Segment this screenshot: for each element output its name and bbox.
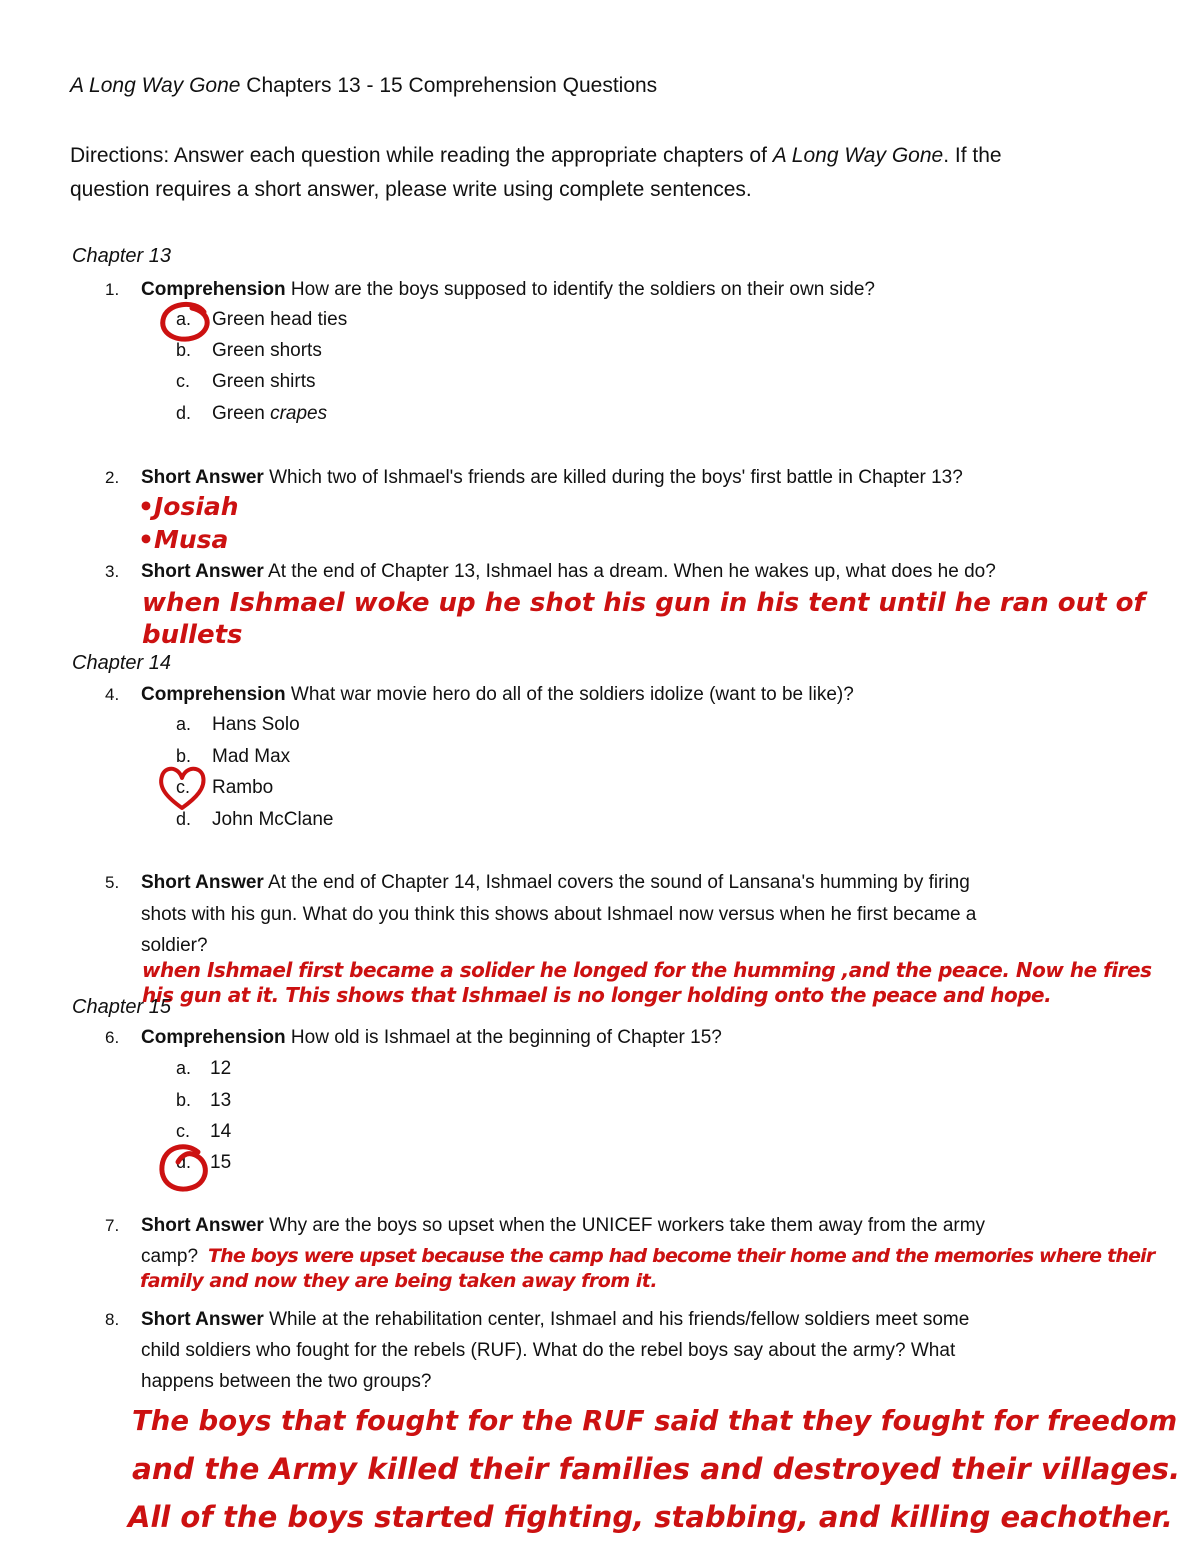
- option-label: d.: [176, 809, 192, 829]
- option-label: c.: [176, 371, 191, 391]
- question-1: [105, 279, 875, 301]
- question-type: Comprehension: [141, 279, 286, 300]
- handwritten-answer-q3-line-1: when Ishmael woke up he shot his gun in his tent until he ran out of: [142, 588, 1145, 618]
- q4-option-a: [176, 714, 300, 736]
- handwritten-answer-q2-line-1: •Josiah: [138, 492, 239, 521]
- question-2: [105, 467, 963, 489]
- q6-option-b: [176, 1090, 232, 1112]
- option-label: a.: [176, 1058, 192, 1078]
- answer-circle-q1: [160, 302, 216, 344]
- chapter-13-heading: Chapter 13: [72, 245, 171, 267]
- handwritten-answer-q8-line-3: All of the boys started fighting, stabbing, and killing eachother.: [128, 1500, 1173, 1534]
- option-label: b.: [176, 746, 192, 766]
- q6-option-d: [176, 1152, 232, 1174]
- option-text-italic: crapes: [270, 403, 328, 424]
- option-text: Green shorts: [212, 340, 322, 361]
- option-text: 13: [210, 1090, 232, 1111]
- question-text: Why are the boys so upset when the UNICEF workers take them away from the army: [263, 1215, 986, 1236]
- option-text: Green shirts: [212, 371, 316, 392]
- question-type: Short Answer: [141, 561, 264, 582]
- option-text: Green head ties: [212, 309, 348, 330]
- q6-option-c: [176, 1121, 232, 1143]
- option-label: a.: [176, 714, 192, 734]
- handwritten-answer-q5-line-2: his gun at it. This shows that Ishmael is no longer holding onto the peace and hope.: [142, 983, 1052, 1007]
- question-type: Short Answer: [141, 1309, 264, 1330]
- q6-option-a: [176, 1058, 232, 1080]
- title-rest: Chapters 13 - 15 Comprehension Questions: [240, 74, 658, 97]
- q1-option-b: [176, 340, 322, 362]
- option-text: Mad Max: [212, 746, 291, 767]
- question-text: While at the rehabilitation center, Ishmael and his friends/fellow soldiers meet some: [263, 1309, 970, 1330]
- question-text: How old is Ishmael at the beginning of Chapter 15?: [285, 1027, 722, 1048]
- option-label: a.: [176, 309, 192, 329]
- question-text: At the end of Chapter 14, Ishmael covers the sound of Lansana's humming by firing: [263, 872, 970, 893]
- question-number: 4.: [105, 685, 120, 704]
- option-label: b.: [176, 1090, 192, 1110]
- question-5-line-2: shots with his gun. What do you think this shows about Ishmael now versus when he first became a: [141, 904, 977, 925]
- q4-option-c: [176, 777, 274, 799]
- question-number: 5.: [105, 873, 120, 892]
- directions-text-end: . If the: [943, 144, 1002, 167]
- question-7: [105, 1215, 986, 1237]
- option-label: c.: [176, 777, 191, 797]
- directions-text: Directions: Answer each question while reading the appropriate chapters of: [70, 144, 773, 167]
- question-type: Comprehension: [141, 684, 286, 705]
- question-text: Which two of Ishmael's friends are killed during the boys' first battle in Chapter 13?: [263, 467, 963, 488]
- answer-circle-q6: [158, 1144, 212, 1196]
- question-6: [105, 1027, 722, 1049]
- question-text: What war movie hero do all of the soldiers idolize (want to be like)?: [285, 684, 854, 705]
- option-text: Rambo: [212, 777, 274, 798]
- directions-book: A Long Way Gone: [772, 144, 944, 167]
- question-number: 7.: [105, 1216, 120, 1235]
- question-number: 6.: [105, 1028, 120, 1047]
- question-8: [105, 1309, 970, 1331]
- option-text: Green: [212, 403, 271, 424]
- option-text: John McClane: [212, 809, 334, 830]
- question-4: [105, 684, 854, 706]
- q1-option-a: [176, 309, 348, 331]
- q4-option-d: [176, 809, 334, 831]
- option-text: 12: [210, 1058, 232, 1079]
- title-book: A Long Way Gone: [70, 74, 241, 97]
- question-type: Short Answer: [141, 872, 264, 893]
- question-number: 2.: [105, 468, 120, 487]
- option-text: 14: [210, 1121, 232, 1142]
- handwritten-answer-q7-line-2: family and now they are being taken away from it.: [140, 1270, 658, 1292]
- directions-line-1: [70, 144, 1002, 168]
- question-text: At the end of Chapter 13, Ishmael has a dream. When he wakes up, what does he do?: [263, 561, 996, 582]
- question-8-line-3: happens between the two groups?: [141, 1371, 432, 1392]
- q1-option-d: [176, 403, 328, 425]
- question-number: 1.: [105, 280, 120, 299]
- directions-line-2: question requires a short answer, please write using complete sentences.: [70, 178, 752, 201]
- chapter-14-heading: Chapter 14: [72, 652, 171, 674]
- question-number: 3.: [105, 562, 120, 581]
- question-5-line-3: soldier?: [141, 935, 208, 956]
- question-5: [105, 872, 970, 894]
- handwritten-answer-q7-line-1: The boys were upset because the camp had become their home and the memories where their: [208, 1245, 1155, 1267]
- question-type: Comprehension: [141, 1027, 286, 1048]
- question-3: [105, 561, 996, 583]
- handwritten-answer-q8-line-2: and the Army killed their families and destroyed their villages.: [132, 1452, 1181, 1486]
- option-label: b.: [176, 340, 192, 360]
- option-text: Hans Solo: [212, 714, 300, 735]
- question-7-line-2: camp?: [141, 1246, 199, 1267]
- q4-option-b: [176, 746, 291, 768]
- chapter-15-heading: Chapter 15: [72, 996, 171, 1018]
- handwritten-answer-q2-line-2: •Musa: [138, 525, 229, 554]
- question-type: Short Answer: [141, 1215, 264, 1236]
- question-text: How are the boys supposed to identify the soldiers on their own side?: [285, 279, 875, 300]
- page-title: [70, 74, 657, 98]
- option-label: d.: [176, 403, 192, 423]
- question-type: Short Answer: [141, 467, 264, 488]
- option-label: d.: [176, 1152, 192, 1172]
- handwritten-answer-q8-line-1: The boys that fought for the RUF said that they fought for freedom: [132, 1405, 1178, 1437]
- option-label: c.: [176, 1121, 191, 1141]
- handwritten-answer-q3-line-2: bullets: [142, 620, 243, 650]
- handwritten-answer-q5-line-1: when Ishmael first became a solider he longed for the humming ,and the peace. Now he fires: [142, 958, 1152, 982]
- question-8-line-2: child soldiers who fought for the rebels (RUF). What do the rebel boys say about the army? What: [141, 1340, 956, 1361]
- q1-option-c: [176, 371, 316, 393]
- option-text: 15: [210, 1152, 232, 1173]
- answer-heart-mark-q4: [158, 764, 208, 810]
- question-number: 8.: [105, 1310, 120, 1329]
